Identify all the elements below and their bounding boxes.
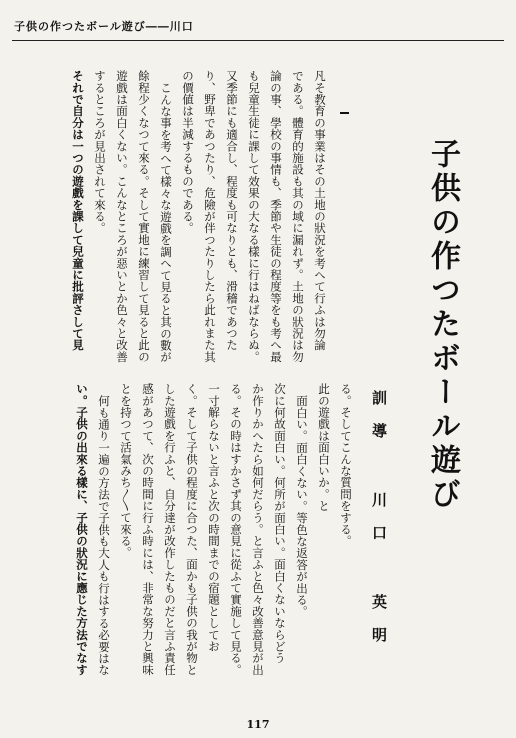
right-body-line-2: 此の遊戲は面白いか。と: [317, 383, 331, 512]
right-body-line-12: 何も通り一遍の方法で子供も大人も行はする必要はな: [97, 395, 111, 676]
right-body-line-3: 面白い。面白くない。等色な返答が出る。: [295, 395, 309, 618]
left-body-line-9: 餘程少くなつて來る。そして實地に練習して見ると此の: [137, 70, 151, 363]
left-body-line-7: の價値は半減するものである。: [181, 70, 195, 234]
author-byline: 訓導 川口 英明: [370, 390, 388, 660]
section-mark: [340, 112, 349, 114]
left-body-line-3: 論の事、學校の事情も、季節や生徒の程度等をも考へ最: [269, 70, 283, 363]
left-body-line-2: である。體育的施設も其の域に漏れず。土地の狀況は勿: [291, 70, 305, 363]
right-body-line-5: か作りかへたら如何だらう。と言ふと色々改善意見が出: [251, 383, 265, 676]
left-body-line-4: も兒童生徒に課して效果の大なる樣に行はねばならぬ。: [247, 70, 261, 363]
right-body-line-9: した遊戲を行ふと、自分達が改作したものだと言ふ責任: [163, 383, 177, 676]
left-body-line-12: それで自分は一つの遊戲を課して兒童に批評さして見: [71, 70, 85, 351]
left-body-line-8: こんな事を考へて樣々な遊戲を調へて見ると其の數が: [159, 82, 173, 363]
left-body-line-10: 遊戲は面白くない。こんなところが惡いとか色々と改善: [115, 70, 129, 363]
right-body-line-11: とを持つて活氣みち〳〵て來る。: [119, 383, 133, 559]
right-body-line-8: く。そして子供の程度に合つた、面かも子供の我が物と: [185, 383, 199, 676]
left-body-line-5: 又季節にも適合し、程度も可なりとも、滑稽であつた: [225, 70, 239, 351]
left-body-line-1: 凡そ教育の事業はその土地の狀況を考へて行ふは勿論: [313, 70, 327, 351]
left-body-line-11: するところが見出されて來る。: [93, 70, 107, 234]
right-body-line-1: る。そしてこんな質問をする。: [339, 383, 353, 547]
right-body-line-6: る。その時はすかさず其の意見に從ふて實施して見る。: [229, 383, 243, 676]
page-number: 117: [246, 718, 270, 731]
right-body-line-7: 一寸解らないと言ふと次の時間までの宿題としてお: [207, 383, 221, 653]
right-body-line-4: 次に何故面白い。何所が面白い。面白くないならどう: [273, 383, 287, 664]
header-rule: [12, 40, 504, 41]
running-header: 子供の作つたボール遊び――川口: [14, 20, 194, 33]
right-body-line-13: い。子供の出來る樣に、子供の狀況に應じた方法でなす: [75, 383, 89, 676]
right-body-line-10: 感があつて、次の時間に行ふ時には、非常な努力と興味: [141, 383, 155, 676]
left-body-line-6: り、野卑であつたり、危險が伴つたりしたら此れまた其: [203, 70, 217, 363]
article-title: 子供の作つたボール遊び: [425, 138, 460, 512]
